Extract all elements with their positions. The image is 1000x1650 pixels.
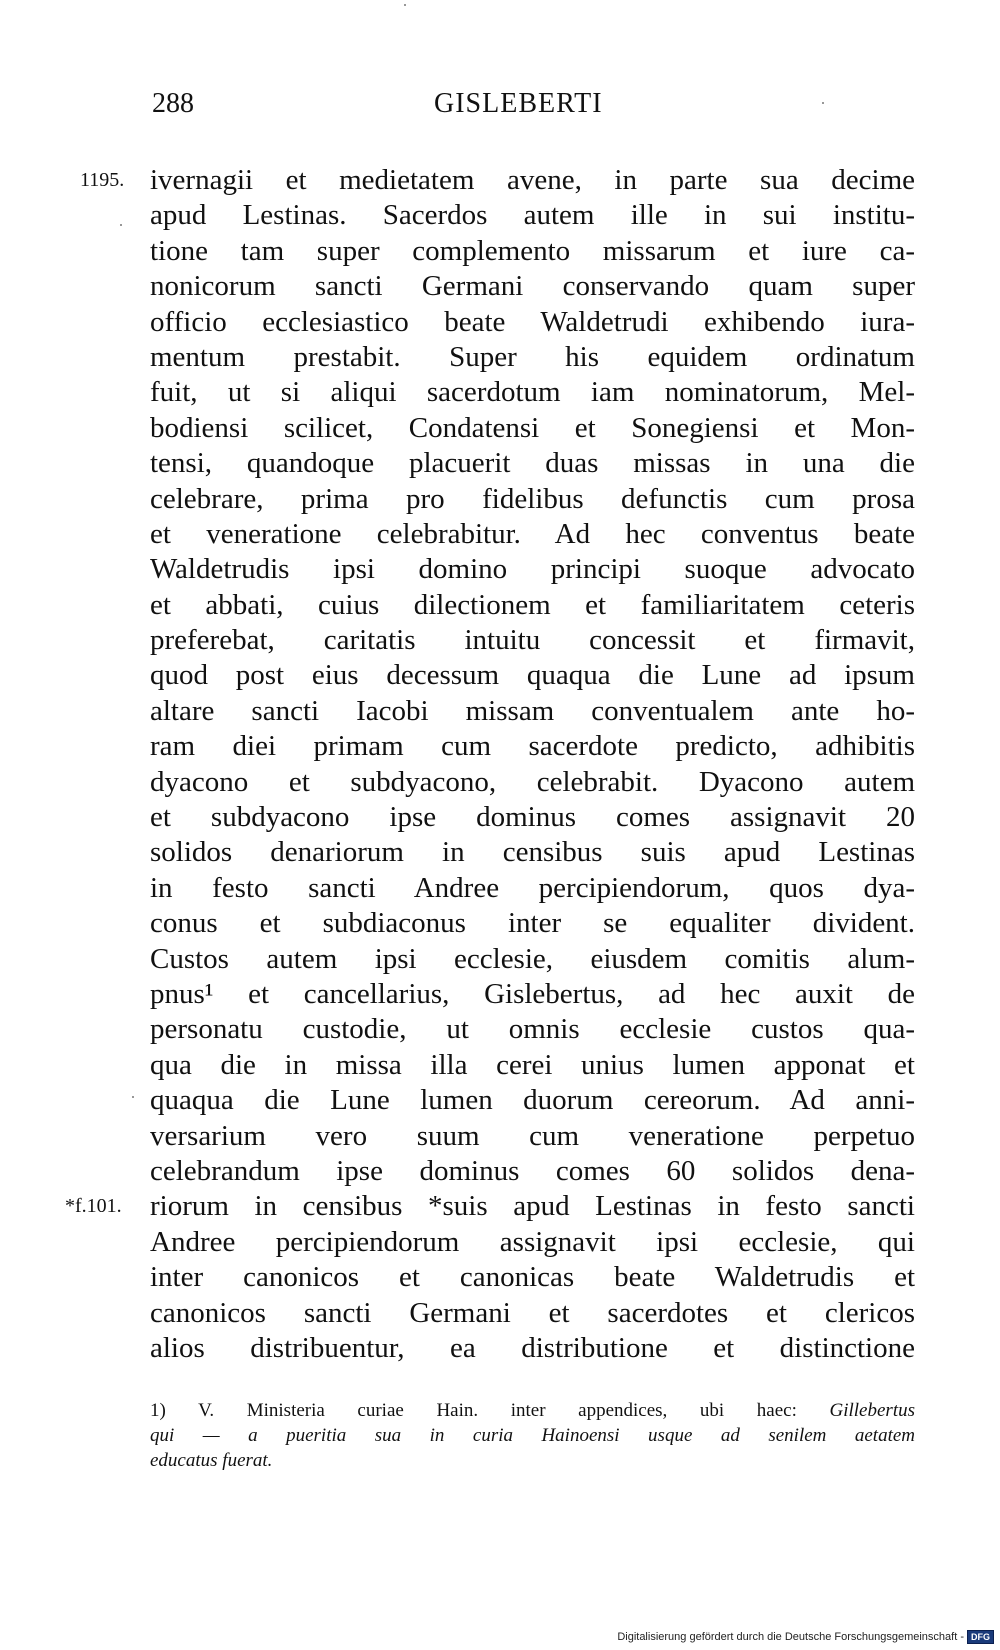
margin-note: *f.101.: [65, 1195, 122, 1218]
running-head: GISLEBERTI: [434, 88, 603, 119]
line-text: personatu custodie, ut omnis ecclesie custos qua-: [150, 1013, 915, 1046]
text-line: [65, 1189, 915, 1224]
line-text: canonicos sancti Germani et sacerdotes et clericos: [150, 1296, 915, 1329]
text-line: [150, 305, 915, 340]
line-text: Andree percipiendorum assignavit ipsi ecclesie, qui: [150, 1225, 915, 1258]
footnote: [150, 1398, 915, 1473]
footnote-line: [150, 1398, 915, 1423]
text-line: [150, 411, 915, 446]
line-text: in festo sancti Andree percipiendorum, quos dya-: [150, 871, 915, 904]
line-text: officio ecclesiastico beate Waldetrudi exhibendo iura-: [150, 305, 915, 338]
scan-speck: [404, 4, 406, 6]
text-line: [150, 1296, 915, 1331]
dfg-logo: DFG: [967, 1630, 994, 1644]
text-line: [150, 977, 915, 1012]
text-line: [150, 765, 915, 800]
text-line: [150, 517, 915, 552]
line-text: versarium vero suum cum veneratione perpetuo: [150, 1119, 915, 1152]
body-text: [65, 163, 915, 1366]
line-text: preferebat, caritatis intuitu concessit et firmavit,: [150, 624, 915, 657]
text-line: [150, 552, 915, 587]
page-number: 288: [152, 88, 194, 119]
line-text: pnus¹ et cancellarius, Gislebertus, ad hec auxit de: [150, 977, 915, 1010]
line-text: ivernagii et medietatem avene, in parte sua decime: [150, 164, 915, 196]
scan-speck: [132, 1096, 134, 1098]
text-line: [150, 234, 915, 269]
text-line: [150, 623, 915, 658]
line-text: tione tam super complemento missarum et iure ca-: [150, 234, 915, 267]
line-text: bodiensi scilicet, Condatensi et Sonegiensi et Mon-: [150, 411, 915, 444]
line-text: apud Lestinas. Sacerdos autem ille in sui institu-: [150, 199, 915, 232]
text-line: [150, 340, 915, 375]
text-line: [150, 375, 915, 410]
text-line: [150, 1083, 915, 1118]
text-line: [150, 1331, 915, 1366]
footnote-line-2: qui — a pueritia sua in curia Hainoensi usque ad senilem aetatem: [150, 1425, 915, 1446]
text-line: [150, 1119, 915, 1154]
text-line: [150, 658, 915, 693]
footer-text: Digitalisierung gefördert durch die Deutsche Forschungsgemeinschaft -: [617, 1631, 964, 1643]
line-text: Custos autem ipsi ecclesie, eiusdem comitis alum-: [150, 942, 915, 975]
text-line: [150, 1154, 915, 1189]
line-text: ram diei primam cum sacerdote predicto, adhibitis: [150, 730, 915, 763]
text-line: [150, 1260, 915, 1295]
line-text: inter canonicos et canonicas beate Waldetrudis et: [150, 1261, 915, 1294]
line-text: et abbati, cuius dilectionem et familiaritatem ceteris: [150, 588, 915, 621]
text-line: [150, 1012, 915, 1047]
text-line: [150, 482, 915, 517]
line-text: dyacono et subdyacono, celebrabit. Dyacono autem: [150, 765, 915, 798]
line-text: quod post eius decessum quaqua die Lune ad ipsum: [150, 659, 915, 692]
text-line: [150, 942, 915, 977]
text-line: [150, 446, 915, 481]
line-text: et veneratione celebrabitur. Ad hec conventus beate: [150, 517, 915, 550]
line-text: celebrare, prima pro fidelibus defunctis cum prosa: [150, 482, 915, 515]
footnote-line-3: educatus fuerat.: [150, 1450, 273, 1471]
text-line: [150, 1225, 915, 1260]
line-text: qua die in missa illa cerei unius lumen apponat et: [150, 1048, 915, 1081]
text-line: [150, 871, 915, 906]
text-line: [150, 835, 915, 870]
text-line: [150, 800, 915, 835]
line-text: quaqua die Lune lumen duorum cereorum. Ad anni-: [150, 1084, 915, 1117]
text-line: [150, 588, 915, 623]
line-text: solidos denariorum in censibus suis apud Lestinas: [150, 836, 915, 869]
text-line: [150, 906, 915, 941]
line-text: fuit, ut si aliqui sacerdotum iam nominatorum, Mel-: [150, 376, 915, 409]
scan-speck: [120, 224, 122, 226]
line-text: celebrandum ipse dominus comes 60 solidos dena-: [150, 1154, 915, 1187]
text-line: [150, 1048, 915, 1083]
line-text: conus et subdiaconus inter se equaliter divident.: [150, 907, 915, 940]
footnote-line-1-italic: Gillebertus: [829, 1400, 915, 1421]
text-line: [80, 163, 915, 198]
line-text: altare sancti Iacobi missam conventualem ante ho-: [150, 694, 915, 727]
line-text: tensi, quandoque placuerit duas missas in una die: [150, 447, 915, 480]
footnote-line-1-roman: 1) V. Ministeria curiae Hain. inter appendices, ubi haec:: [150, 1400, 830, 1421]
text-line: [150, 729, 915, 764]
line-text: nonicorum sancti Germani conservando quam super: [150, 270, 915, 303]
line-text: riorum in censibus *suis apud Lestinas in festo sancti: [150, 1190, 915, 1223]
digitization-footer: [617, 1630, 994, 1644]
text-line: [150, 694, 915, 729]
line-text: alios distribuentur, ea distributione et distinctione: [150, 1331, 915, 1364]
text-line: [150, 269, 915, 304]
line-text: Waldetrudis ipsi domino principi suoque advocato: [150, 553, 915, 586]
line-text: et subdyacono ipse dominus comes assignavit 20: [150, 801, 915, 834]
margin-note: 1195.: [80, 169, 125, 191]
text-line: [150, 198, 915, 233]
scan-speck: [822, 102, 824, 104]
line-text: mentum prestabit. Super his equidem ordinatum: [150, 340, 915, 373]
